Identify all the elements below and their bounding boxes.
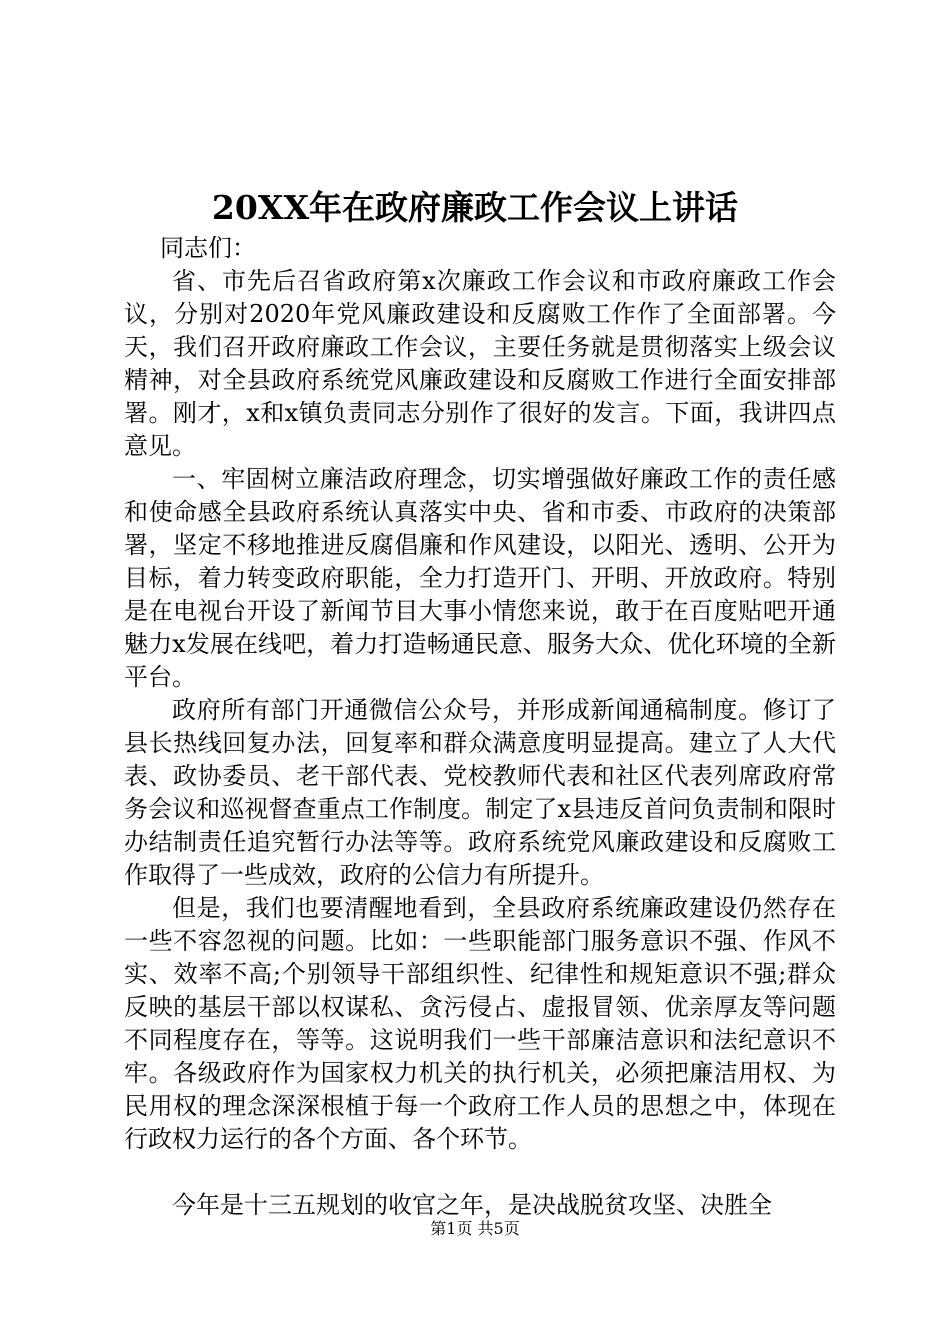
paragraph: 一、牢固树立廉洁政府理念，切实增强做好廉政工作的责任感和使命感全县政府系统认真落实中央、省和市委、市政府的决策部署，坚定不移地推进反腐倡廉和作风建设，以阳光、透明、公开为目标，着力转变政府职能，全力打造开门、开明、开放政府。特别是在电视台开设了新闻节目大事小情您来说，敢于在百度贴吧开通魅力x发展在线吧，着力打造畅通民意、服务大众、优化环境的全新平台。 [124, 465, 836, 691]
paragraph: 省、市先后召省政府第x次廉政工作会议和市政府廉政工作会议，分别对2020年党风廉政建设和反腐败工作作了全面部署。今天，我们召开政府廉政工作会议，主要任务就是贯彻落实上级会议精神，对全县政府系统党风廉政建设和反腐败工作进行全面安排部署。刚才，x和x镇负责同志分别作了很好的发言。下面，我讲四点意见。 [124, 267, 836, 460]
page-number-footer: 第1页 共5页 [430, 1219, 520, 1238]
salutation: 同志们： [160, 234, 256, 262]
paragraph: 政府所有部门开通微信公众号，并形成新闻通稿制度。修订了县长热线回复办法，回复率和群众满意度明显提高。建立了人大代表、政协委员、老干部代表、党校教师代表和社区代表列席政府常务会议和巡视督查重点工作制度。制定了x县违反首问负责制和限时办结制责任追究暂行办法等等。政府系统党风廉政建设和反腐败工作取得了一些成效，政府的公信力有所提升。 [124, 696, 836, 889]
document-title: 20XX年在政府廉政工作会议上讲话 [211, 188, 739, 227]
paragraph: 今年是十三五规划的收官之年，是决战脱贫攻坚、决胜全 [172, 1191, 772, 1219]
paragraph: 但是，我们也要清醒地看到，全县政府系统廉政建设仍然存在一些不容忽视的问题。比如：一些职能部门服务意识不强、作风不实、效率不高;个别领导干部组织性、纪律性和规矩意识不强;群众反映的基层干部以权谋私、贪污侵占、虚报冒领、优亲厚友等问题不同程度存在，等等。这说明我们一些干部廉洁意识和法纪意识不牢。各级政府作为国家权力机关的执行机关，必须把廉洁用权、为民用权的理念深深根植于每一个政府工作人员的思想之中，体现在行政权力运行的各个方面、各个环节。 [124, 894, 836, 1153]
document-body [124, 232, 836, 1222]
